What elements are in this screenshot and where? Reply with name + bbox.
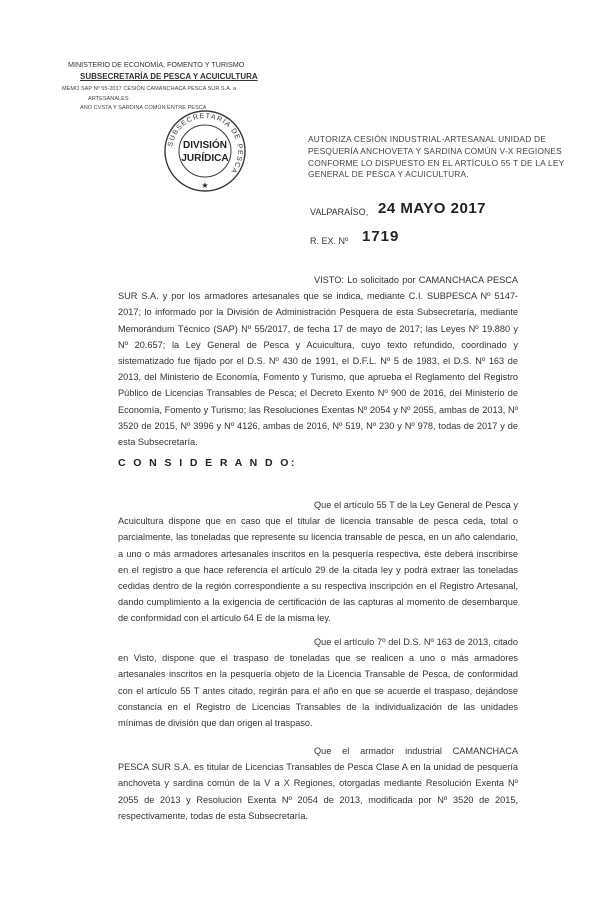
stamp-seal	[162, 108, 248, 194]
ministry-heading: MINISTERIO DE ECONOMÍA, FOMENTO Y TURISMO	[68, 60, 245, 69]
resolution-date-stamp: 24 MAYO 2017	[378, 200, 487, 217]
subsecretaria-heading: SUBSECRETARÍA DE PESCA Y ACUICULTURA	[80, 72, 258, 81]
considerando-paragraph-2: Que el artículo 7º del D.S. Nº 163 de 2013, citado en Visto, dispone que el traspaso de toneladas que se realicen a uno o más armadores artesanales inscritos en la pesquería objeto de la Licencia Transable de Pesca, de conformidad con el artículo 55 T antes citado, regirán para el año en que se acuerde el traspaso, dejándose constancia en el Registro de Licencias Transables de la individualización de las unidades mínimas de división que dan origen al traspaso.	[118, 637, 518, 729]
place-label: VALPARAÍSO,	[310, 207, 369, 217]
star-icon: ★	[201, 181, 209, 190]
considerando-heading: C O N S I D E R A N D O:	[118, 457, 297, 469]
resolution-number-label: R. EX. Nº	[310, 236, 349, 246]
visto-paragraph: VISTO: Lo solicitado por CAMANCHACA PESCA SUR S.A. y por los armadores artesanales que se indica, mediante C.I. SUBPESCA Nº 5147-2017; lo informado por la División de Administración Pesquera de esta Subsecretaría, mediante Memorándum Técnico (SAP) Nº 55/2017, de fecha 17 de mayo de 2017; las Leyes Nº 19.880 y Nº 20.657; la Ley General de Pesca y Acuicultura, cuyo texto refundido, coordinado y sistematizado fue fijado por el D.S. Nº 430 de 1991, el D.F.L. Nº 5 de 1983, el D.S. Nº 163 de 2013, del Ministerio de Economía, Fomento y Turismo, que aprueba el Reglamento del Registro Público de Licencias Transables de Pesca; el Decreto Exento Nº 900 de 2016, del Ministerio de Economía, Fomento y Turismo; las Resoluciones Exentas Nº 2054 y Nº 2055, ambas de 2013, Nº 3520 de 2015, Nº 3996 y Nº 4126, ambas de 2016, Nº 519, Nº 230 y Nº 978, todas de 2017 y de esta Subsecretaría.	[118, 275, 518, 448]
stamp-center-line-1: DIVISIÓN	[183, 140, 227, 151]
resolution-number-stamp: 1719	[362, 228, 400, 245]
considerando-paragraph-1: Que el artículo 55 T de la Ley General de Pesca y Acuicultura dispone que en caso que el titular de licencia transable de pesca ceda, total o parcialmente, las toneladas que represente su licencia transable de pesca, en un año calendario, a uno o más armadores artesanales inscritos en la pesquería respectiva, éste deberá inscribirse en el registro a que hace referencia el artículo 29 de la citada ley y podrá extraer las toneladas cedidas dentro de la región correspondiente a su respectiva inscripción en el Registro Artesanal, dando cumplimiento a la exigencia de certificación de las capturas al momento de desembarque de conformidad con el artículo 64 E de la misma ley.	[118, 500, 518, 624]
division-juridica-stamp	[162, 108, 248, 194]
memo-reference-line-3: ANO CVSTA Y SARDINA COMÚN ENTRE PESCA	[80, 105, 207, 111]
memo-reference-line-1: MEMO SAP Nº 55-2017 CESIÓN CAMANCHACA PESCA SUR S.A. a	[62, 86, 237, 92]
considerando-paragraph-3: Que el armador industrial CAMANCHACA PESCA SUR S.A. es titular de Licencias Transables de Pesca Clase A en la unidad de pesquería anchoveta y sardina común de la V a X Regiones, otorgadas mediante Resolución Exenta Nº 2055 de 2013 y Resolución Exenta Nº 2054 de 2013, modificada por Nº 3520 de 2015, respectivamente, todas de esta Subsecretaría.	[118, 746, 518, 821]
resolution-title: AUTORIZA CESIÓN INDUSTRIAL-ARTESANAL UNIDAD DE PESQUERÍA ANCHOVETA Y SARDINA COMÚN V-X REGIONES CONFORME LO DISPUESTO EN EL ARTÍCULO 55 T DE LA LEY GENERAL DE PESCA Y ACUICULTURA.	[308, 134, 565, 180]
stamp-ring-text: SUBSECRETARÍA DE PESCA	[167, 112, 244, 175]
stamp-center-line-2: JURÍDICA	[181, 153, 229, 164]
memo-reference-line-2: ARTESANALES	[88, 96, 129, 102]
